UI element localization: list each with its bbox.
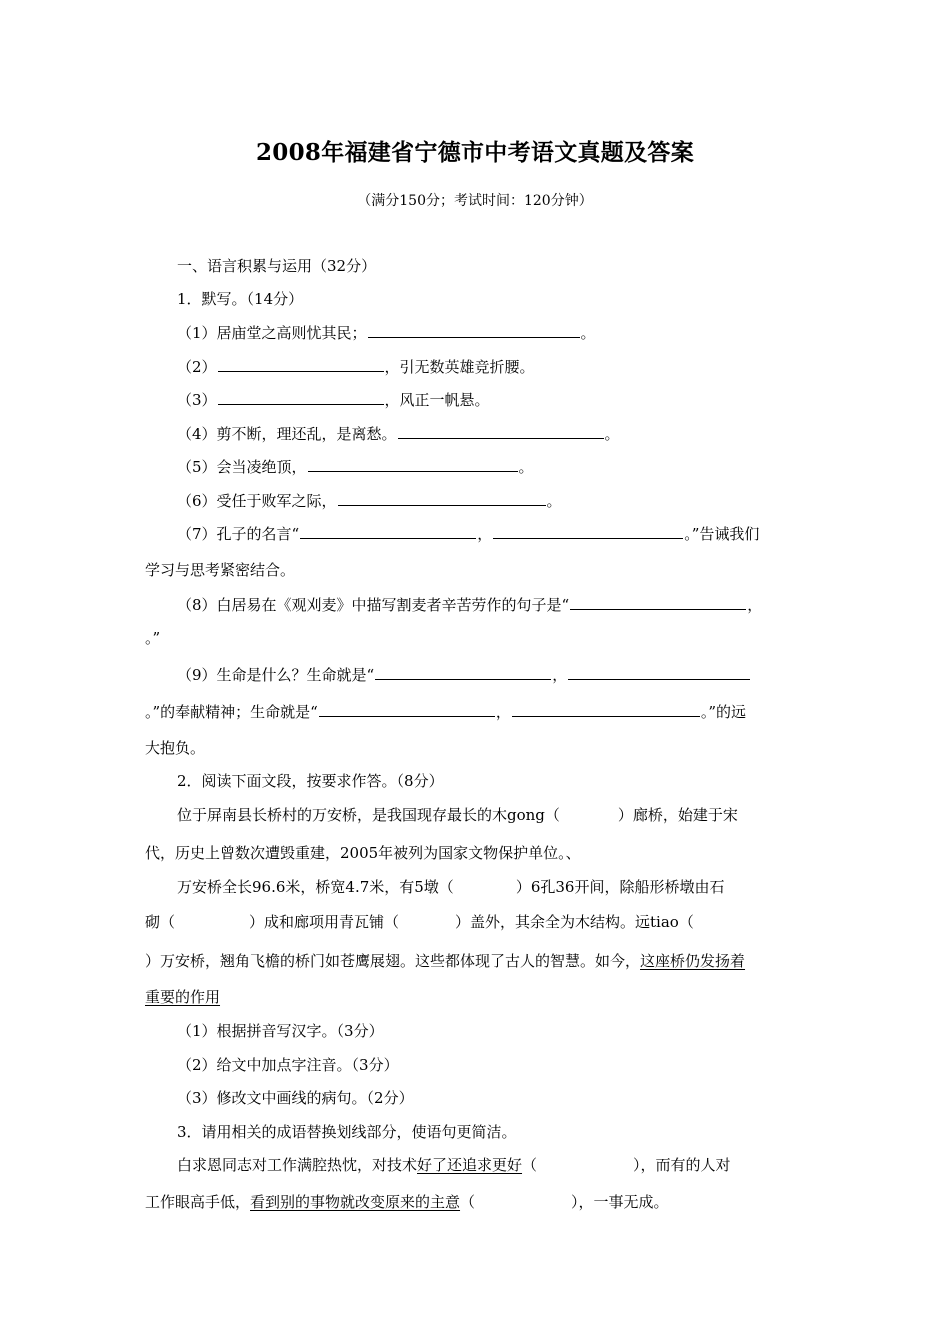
question-1-heading: 1．默写。（14分） (177, 290, 304, 308)
q1-item-7 (177, 523, 759, 544)
q1-item-5 (177, 456, 534, 477)
q1-item-4 (177, 423, 620, 444)
q2-sub-2: （2）给文中加点字注音。（3分） (177, 1056, 399, 1074)
q3-line-1 (177, 1155, 731, 1175)
q2-passage-line (177, 805, 738, 825)
q1-item-2 (177, 356, 535, 377)
answer-blank[interactable] (218, 356, 384, 372)
text: ， (747, 596, 763, 614)
question-3-heading: 3．请用相关的成语替换划线部分，使语句更简洁。 (177, 1123, 517, 1141)
section-heading: 一、语言积累与运用（32分） (177, 257, 377, 275)
text: ）廊桥，始建于宋 (617, 806, 738, 824)
text: （3） (177, 391, 217, 409)
document-title: 2008年福建省宁德市中考语文真题及答案 (255, 139, 694, 166)
underlined-phrase: 看到别的事物就改变原来的主意 (250, 1193, 461, 1211)
underlined-sentence: 这座桥仍发扬着 (640, 952, 746, 970)
text: ， (495, 703, 511, 721)
text: 工作眼高手低， (145, 1193, 251, 1211)
text: 位于屏南县长桥村的万安桥，是我国现存最长的木gong（ (177, 806, 560, 824)
answer-blank[interactable] (368, 322, 580, 338)
text: ），而有的人对 (633, 1156, 731, 1174)
answer-blank[interactable] (512, 701, 700, 717)
answer-blank[interactable] (398, 423, 604, 439)
q2-passage-line (177, 877, 724, 897)
answer-blank[interactable] (375, 664, 551, 680)
text: 。”的远 (700, 703, 747, 721)
q1-item-1 (177, 322, 596, 343)
answer-blank[interactable] (568, 664, 750, 680)
text: （ (522, 1156, 538, 1174)
text: （9）生命是什么？生命就是“ (177, 666, 375, 684)
q1-item-3 (177, 389, 490, 410)
answer-blank[interactable] (308, 456, 518, 472)
q1-item-7-cont: 学习与思考紧密结合。 (145, 561, 296, 579)
text: 。”的奉献精神；生命就是“ (145, 703, 318, 721)
underlined-sentence: 重要的作用 (145, 988, 221, 1006)
answer-blank[interactable] (338, 490, 546, 506)
text: （5）会当凌绝顶， (177, 458, 307, 476)
text: 砌（ (145, 913, 176, 931)
q2-passage-line (145, 951, 745, 971)
text: 。”告诫我们 (684, 525, 760, 543)
text: ），一事无成。 (571, 1193, 669, 1211)
text: ， (477, 525, 493, 543)
text: （1）居庙堂之高则忧其民； (177, 324, 367, 342)
question-2-heading: 2．阅读下面文段，按要求作答。（8分） (177, 772, 444, 790)
q2-sub-3: （3）修改文中画线的病句。（2分） (177, 1089, 414, 1107)
q1-item-8-cont: 。” (145, 629, 161, 647)
text: 万安桥全长96.6米，桥宽4.7米，有5墩（ (177, 878, 454, 896)
text: ）万安桥，翘角飞檐的桥门如苍鹰展翅。这些都体现了古人的智慧。如今， (145, 952, 641, 970)
text: 白求恩同志对工作满腔热忱，对技术 (177, 1156, 418, 1174)
q2-passage-line (145, 987, 220, 1007)
text: （7）孔子的名言“ (177, 525, 300, 543)
q2-passage-line (145, 912, 694, 932)
text: ，引无数英雄竞折腰。 (384, 358, 535, 376)
text: （8）白居易在《观刈麦》中描写割麦者辛苦劳作的句子是“ (177, 596, 570, 614)
answer-blank[interactable] (319, 701, 495, 717)
text: 。 (518, 458, 534, 476)
document-subtitle: （满分150分；考试时间：120分钟） (357, 193, 593, 209)
text: ）成和廊项用青瓦铺（ (249, 913, 400, 931)
text: ，风正一帆悬。 (384, 391, 490, 409)
answer-blank[interactable] (570, 594, 746, 610)
q2-sub-1: （1）根据拼音写汉字。（3分） (177, 1022, 384, 1040)
answer-blank[interactable] (300, 523, 476, 539)
text: （ (460, 1193, 476, 1211)
answer-blank[interactable] (218, 389, 384, 405)
text: 。 (546, 492, 562, 510)
q1-item-9-cont (145, 701, 746, 722)
q1-item-6 (177, 490, 562, 511)
q3-line-2 (145, 1192, 669, 1212)
text: 。 (580, 324, 596, 342)
text: （6）受任于败军之际， (177, 492, 337, 510)
q1-item-9 (177, 664, 751, 685)
q2-passage-line: 代，历史上曾数次遭毁重建，2005年被列为国家文物保护单位。、 (145, 844, 581, 862)
q1-item-8 (177, 594, 762, 615)
q1-item-9-cont2: 大抱负。 (145, 739, 206, 757)
text: ， (552, 666, 568, 684)
text: （2） (177, 358, 217, 376)
text: （4）剪不断，理还乱，是离愁。 (177, 425, 397, 443)
underlined-phrase: 好了还追求更好 (417, 1156, 523, 1174)
text: ）盖外，其余全为木结构。远tiao（ (455, 913, 694, 931)
text: ）6孔36开间，除船形桥墩由石 (515, 878, 725, 896)
text: 。 (604, 425, 620, 443)
answer-blank[interactable] (493, 523, 683, 539)
